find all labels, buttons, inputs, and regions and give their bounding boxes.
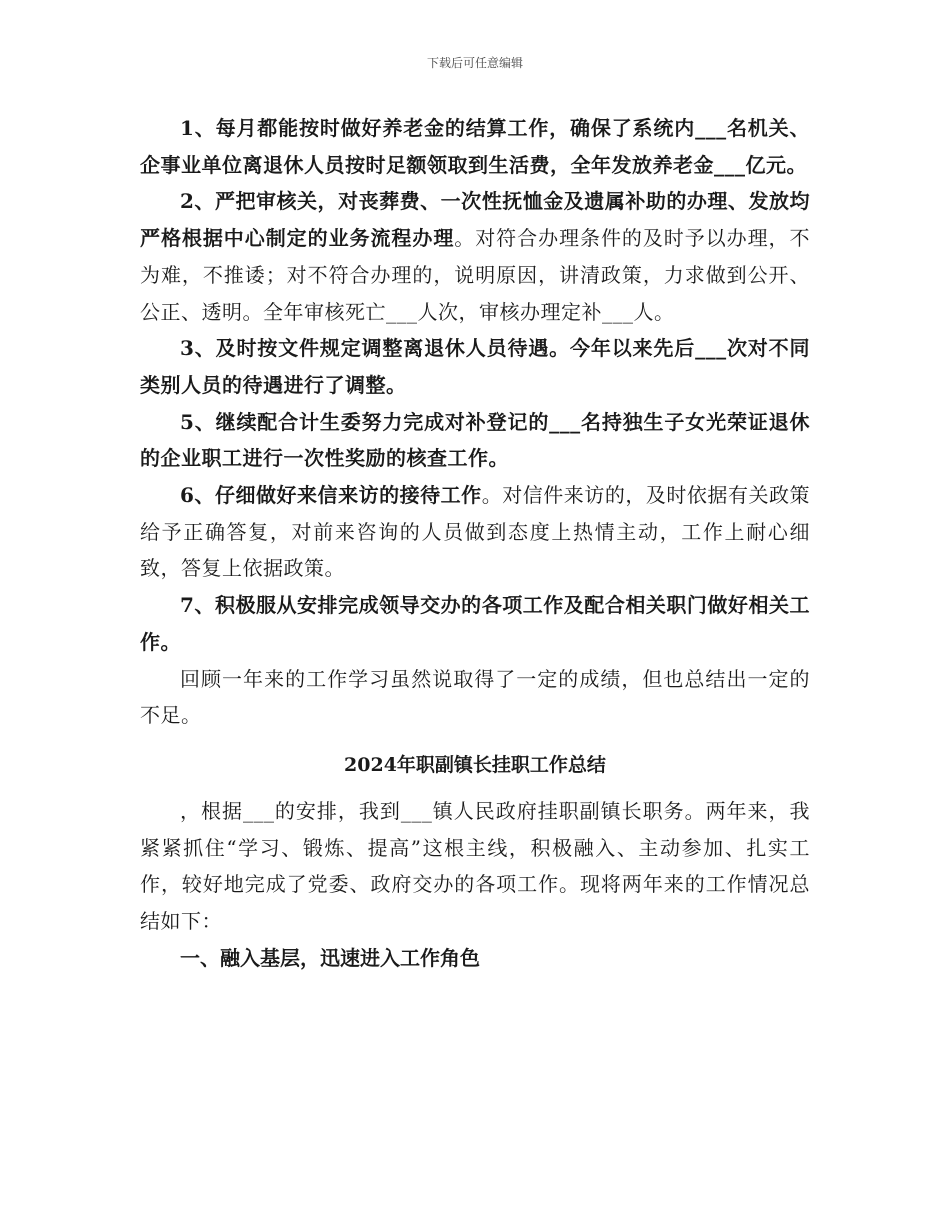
item-1: [140, 110, 810, 183]
item-6-bold: 6、仔细做好来信来访的接待工作: [180, 483, 482, 508]
intro-paragraph: ，根据___的安排，我到___镇人民政府挂职副镇长职务。两年来，我紧紧抓住“学习、锻炼、提高”这根主线，积极融入、主动参加、扎实工作，较好地完成了党委、政府交办的各项工作。现将两年来的工作情况总结如下：: [140, 798, 810, 934]
item-2-plain: 。对符合办理条件的及时予以办理，不为难，不推诿；对不符合办理的，说明原因，讲清政策，力求做到公开、公正、透明。全年审核死亡___人次，审核办理定补___人。: [140, 226, 811, 324]
item-6: [140, 477, 810, 587]
item-6-plain: 。对信件来访的，及时依据有关政策给予正确答复，对前来咨询的人员做到态度上热情主动，工作上耐心细致，答复上依据政策。: [140, 483, 811, 581]
document-body: [140, 110, 810, 976]
item-7-bold: 7、积极服从安排完成领导交办的各项工作及配合相关职门做好相关工作。: [140, 593, 810, 654]
section-title: 2024年职副镇长挂职工作总结: [344, 753, 606, 776]
item-7: [140, 587, 810, 660]
item-1-bold: 1、每月都能按时做好养老金的结算工作，确保了系统内___名机关、企事业单位离退休人员按时足额领取到生活费，全年发放养老金___亿元。: [140, 116, 810, 177]
item-2-bold: 2、严把审核关，对丧葬费、一次性抚恤金及遗属补助的办理、发放均严格根据中心制定的业务流程办理: [140, 189, 810, 251]
page-header: 下载后可任意编辑: [426, 56, 523, 70]
review-paragraph: 回顾一年来的工作学习虽然说取得了一定的成绩，但也总结出一定的不足。: [140, 666, 810, 728]
item-3-bold: 3、及时按文件规定调整离退休人员待遇。今年以来先后___次对不同类别人员的待遇进行了调整。: [140, 336, 810, 397]
item-2: [140, 183, 810, 330]
item-5: [140, 404, 810, 477]
section-heading-1: 一、融入基层，迅速进入工作角色: [180, 945, 480, 970]
item-3: [140, 330, 810, 403]
item-5-bold: 5、继续配合计生委努力完成对补登记的___名持独生子女光荣证退休的企业职工进行一次性奖励的核查工作。: [140, 409, 810, 471]
